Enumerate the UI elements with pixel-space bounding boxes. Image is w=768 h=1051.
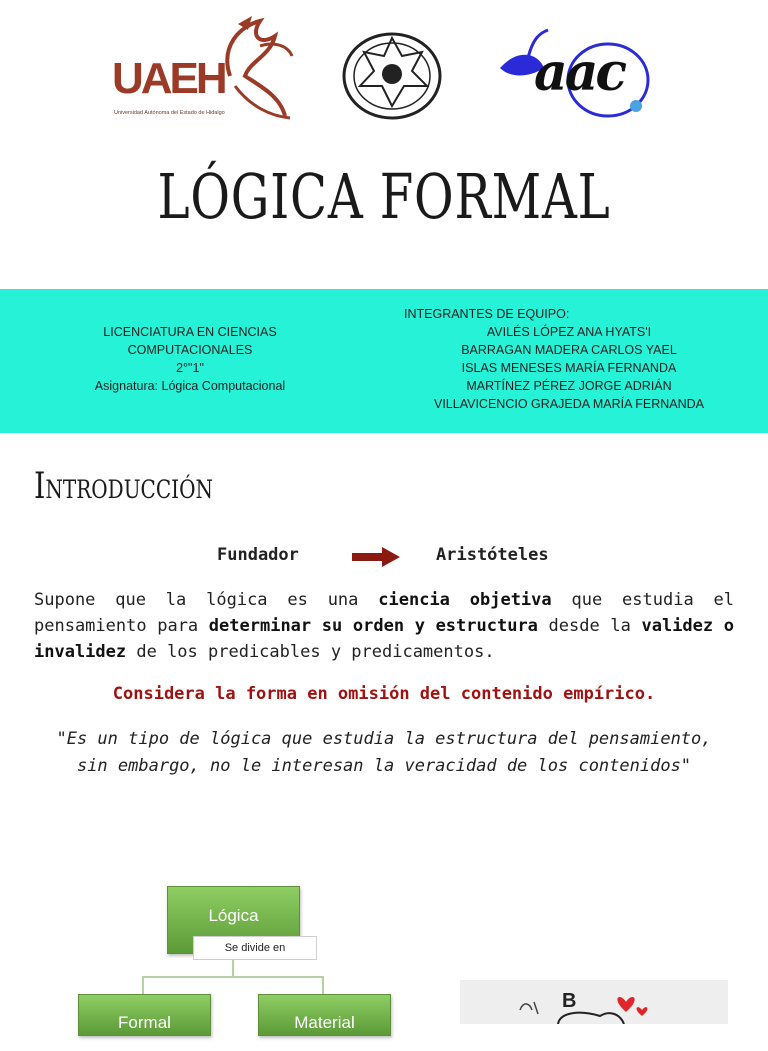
seal-icon — [342, 26, 446, 122]
sketch-image — [460, 980, 728, 1024]
section-heading: Introducción — [34, 466, 213, 507]
diagram-node-root: Lógica — [167, 886, 300, 954]
program-info — [60, 323, 320, 395]
paragraph-emphasis: ciencia objetiva — [378, 590, 552, 610]
team-member: BARRAGAN MADERA CARLOS YAEL — [461, 343, 677, 357]
diagram-line — [322, 976, 324, 994]
aac-logo — [498, 28, 652, 124]
uaeh-logo-text: UAEH — [112, 54, 225, 103]
doodle-icon — [460, 980, 728, 1024]
faculty-seal-logo — [342, 26, 446, 122]
team-info — [404, 305, 734, 413]
logic-diagram — [70, 880, 400, 1032]
founder-label: Fundador — [217, 545, 299, 565]
program-line: Asignatura: Lógica Computacional — [94, 379, 286, 393]
team-member: ISLAS MENESES MARÍA FERNANDA — [461, 361, 677, 375]
aac-logo-text: aac — [534, 42, 625, 103]
arrow-right-icon — [352, 547, 400, 567]
paragraph-emphasis: validez o invalidez — [34, 616, 734, 662]
intro-paragraph — [34, 587, 734, 665]
team-member: AVILÉS LÓPEZ ANA HYATS'I — [486, 325, 652, 339]
team-member: VILLAVICENCIO GRAJEDA MARÍA FERNANDA — [434, 397, 704, 411]
page-title: LÓGICA FORMAL — [157, 160, 611, 233]
uaeh-logo-subtitle: Universidad Autónoma del Estado de Hidalgo — [114, 110, 225, 116]
uaeh-logo — [110, 16, 295, 124]
highlight-statement: Considera la forma en omisión del contenido empírico. — [112, 684, 656, 704]
program-line: COMPUTACIONALES — [127, 343, 253, 357]
program-line: 2°"1" — [176, 361, 204, 375]
paragraph-emphasis: determinar su orden y estructura — [208, 616, 538, 636]
founder-row — [0, 545, 768, 569]
definition-quote: "Es un tipo de lógica que estudia la estructura del pensamiento, sin embargo, no le interesan la veracidad de los contenidos" — [56, 729, 712, 776]
diagram-connector-label: Se divide en — [193, 936, 317, 960]
diagram-node-material: Material — [258, 994, 391, 1036]
diagram-line — [142, 976, 324, 978]
paragraph-text: Supone que la lógica es una — [34, 590, 379, 610]
team-header: INTEGRANTES DE EQUIPO: — [404, 307, 570, 321]
paragraph-text: desde la — [537, 616, 642, 636]
sketch-letter: B — [562, 990, 577, 1012]
paragraph-text: que estudia el pensamiento para — [34, 590, 735, 636]
logos-row — [0, 10, 768, 130]
program-line: LICENCIATURA EN CIENCIAS — [103, 325, 277, 339]
info-band — [0, 289, 768, 433]
diagram-node-formal: Formal — [78, 994, 211, 1036]
diagram-line — [142, 976, 144, 994]
founder-name: Aristóteles — [436, 545, 549, 565]
team-member: MARTÍNEZ PÉREZ JORGE ADRIÁN — [466, 379, 672, 393]
paragraph-text: de los predicables y predicamentos. — [126, 642, 495, 662]
